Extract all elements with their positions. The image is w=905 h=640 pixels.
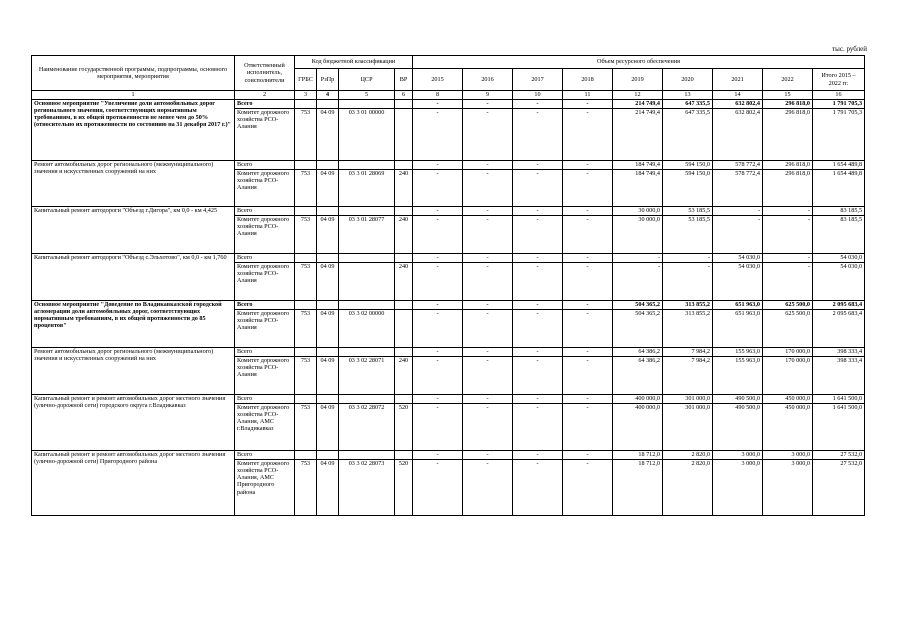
value-cell: 155 963,0: [713, 348, 763, 357]
row-csr: [339, 263, 395, 301]
row-grbs: 753: [295, 170, 317, 207]
row-rzpr: 04 09: [317, 357, 339, 395]
value-cell: -: [513, 109, 563, 161]
value-cell: 64 386,2: [613, 357, 663, 395]
value-cell: 301 000,0: [663, 404, 713, 451]
value-cell: 296 818,0: [763, 109, 813, 161]
value-cell: 3 000,0: [713, 451, 763, 460]
header-name: Наименование государственной программы, подпрограммы, основного мероприятия, мероприятия: [32, 56, 235, 91]
value-cell: -: [513, 460, 563, 516]
row-vr: 520: [395, 404, 413, 451]
value-cell: 625 500,0: [763, 301, 813, 310]
row-name-text: Капитальный ремонт и ремонт автомобильных дорог местного значения (улично-дорожной сети) Пригородного района: [34, 451, 226, 466]
value-cell: 83 185,5: [813, 216, 865, 254]
value-cell: 30 000,0: [613, 216, 663, 254]
value-cell: 1 791 705,3: [813, 100, 865, 109]
row-name-text: Ремонт автомобильных дорог регионального (межмуниципального) значения и искусственных сооружений на них: [34, 348, 214, 363]
row-name: [32, 161, 235, 207]
row-grbs: 753: [295, 216, 317, 254]
value-cell: 27 532,0: [813, 451, 865, 460]
value-cell: -: [413, 310, 463, 348]
row-name: [32, 395, 235, 451]
row-name-text: Капитальный ремонт автодороги "Объезд с.Эльхотово", км 0,0 - км 1,760: [34, 254, 227, 261]
value-cell: 296 818,0: [763, 100, 813, 109]
row-name-text: Основное мероприятие "Доведение по Владикавказской городской агломерации доли автомобильных дорог, соответствующих нормативным требованиям, в их общей протяженности до 85 процентов": [34, 301, 222, 330]
value-cell: -: [563, 254, 613, 263]
value-cell: 1 641 500,0: [813, 395, 865, 404]
row-csr: 03 3 02 28072: [339, 404, 395, 451]
value-cell: -: [413, 460, 463, 516]
row-grbs: 753: [295, 404, 317, 451]
row-total-label: Всего: [235, 348, 295, 357]
value-cell: -: [413, 395, 463, 404]
value-cell: 2 095 683,4: [813, 301, 865, 310]
value-cell: -: [463, 460, 513, 516]
row-name: [32, 100, 235, 161]
value-cell: -: [613, 254, 663, 263]
row-responsible-text: Комитет дорожного хозяйства РСО-Алания: [237, 310, 290, 332]
value-cell: -: [513, 170, 563, 207]
header-year: 2021: [713, 69, 763, 91]
header-responsible: Ответственный исполнитель, соисполнители: [235, 56, 295, 91]
value-cell: 1 654 489,8: [813, 161, 865, 170]
value-cell: -: [513, 395, 563, 404]
value-cell: 504 365,2: [613, 310, 663, 348]
row-csr: 03 3 01 28069: [339, 170, 395, 207]
index-cell: 5: [339, 91, 395, 100]
row-responsible-text: Комитет дорожного хозяйства РСО-Алания: [237, 170, 290, 192]
index-cell: 9: [463, 91, 513, 100]
value-cell: -: [413, 161, 463, 170]
index-cell: 13: [663, 91, 713, 100]
value-cell: 594 150,0: [663, 161, 713, 170]
value-cell: -: [463, 170, 513, 207]
value-cell: -: [463, 207, 513, 216]
value-cell: 578 772,4: [713, 161, 763, 170]
value-cell: 632 802,4: [713, 100, 763, 109]
row-rzpr: 04 09: [317, 263, 339, 301]
value-cell: 450 000,0: [763, 395, 813, 404]
index-cell: 2: [235, 91, 295, 100]
value-cell: 647 335,5: [663, 109, 713, 161]
row-vr: 520: [395, 460, 413, 516]
row-name: [32, 348, 235, 395]
value-cell: -: [513, 100, 563, 109]
table-row: [32, 451, 865, 460]
value-cell: 651 963,0: [713, 301, 763, 310]
value-cell: 170 000,0: [763, 357, 813, 395]
header-code-group: Код бюджетной классификации: [295, 56, 413, 69]
value-cell: 398 333,4: [813, 357, 865, 395]
value-cell: 594 150,0: [663, 170, 713, 207]
value-cell: -: [563, 460, 613, 516]
header-vr: ВР: [395, 69, 413, 91]
value-cell: -: [413, 216, 463, 254]
row-grbs: 753: [295, 460, 317, 516]
row-responsible-text: Комитет дорожного хозяйства РСО-Алания: [237, 109, 290, 131]
row-responsible-text: Комитет дорожного хозяйства РСО-Алания, АМС Пригородного района: [237, 460, 290, 496]
value-cell: -: [563, 207, 613, 216]
value-cell: 647 335,5: [663, 100, 713, 109]
value-cell: 54 030,0: [713, 254, 763, 263]
resource-table: [31, 55, 865, 516]
value-cell: -: [513, 254, 563, 263]
index-row: [32, 91, 865, 100]
value-cell: -: [563, 348, 613, 357]
value-cell: 54 030,0: [713, 263, 763, 301]
value-cell: -: [513, 357, 563, 395]
header-volume-group: Объем ресурсного обеспечения: [413, 56, 865, 69]
row-csr: 03 3 02 28073: [339, 460, 395, 516]
row-total-label: Всего: [235, 395, 295, 404]
row-responsible: [235, 357, 295, 395]
row-name: [32, 451, 235, 516]
value-cell: -: [663, 254, 713, 263]
value-cell: 296 818,0: [763, 161, 813, 170]
value-cell: 155 963,0: [713, 357, 763, 395]
row-responsible: [235, 460, 295, 516]
value-cell: -: [513, 207, 563, 216]
value-cell: -: [513, 301, 563, 310]
row-name-text: Капитальный ремонт автодороги "Объезд г.Дигора", км 0,0 - км 4,425: [34, 207, 218, 214]
value-cell: 214 749,4: [613, 100, 663, 109]
header-year: 2022: [763, 69, 813, 91]
value-cell: -: [463, 109, 513, 161]
value-cell: 18 712,0: [613, 460, 663, 516]
row-responsible: [235, 216, 295, 254]
row-grbs: 753: [295, 263, 317, 301]
row-vr: [395, 109, 413, 161]
value-cell: 504 365,2: [613, 301, 663, 310]
value-cell: -: [413, 100, 463, 109]
row-rzpr: 04 09: [317, 109, 339, 161]
value-cell: -: [413, 254, 463, 263]
value-cell: 64 386,2: [613, 348, 663, 357]
index-cell: 8: [413, 91, 463, 100]
row-rzpr: 04 09: [317, 460, 339, 516]
row-rzpr: 04 09: [317, 170, 339, 207]
value-cell: -: [463, 254, 513, 263]
value-cell: -: [563, 100, 613, 109]
value-cell: 625 500,0: [763, 310, 813, 348]
header-year: 2015: [413, 69, 463, 91]
header-rzpr: РзПр: [317, 69, 339, 91]
row-csr: 03 3 02 28071: [339, 357, 395, 395]
value-cell: 296 818,0: [763, 170, 813, 207]
value-cell: 7 984,2: [663, 357, 713, 395]
row-rzpr: 04 09: [317, 216, 339, 254]
value-cell: -: [763, 254, 813, 263]
value-cell: 184 749,4: [613, 161, 663, 170]
index-cell: 1: [32, 91, 235, 100]
row-vr: 240: [395, 170, 413, 207]
value-cell: -: [563, 301, 613, 310]
value-cell: -: [563, 395, 613, 404]
row-total-label: Всего: [235, 451, 295, 460]
header-grbs: ГРБС: [295, 69, 317, 91]
row-total-label: Всего: [235, 207, 295, 216]
value-cell: -: [563, 451, 613, 460]
row-responsible-text: Комитет дорожного хозяйства РСО-Алания: [237, 216, 290, 238]
row-total-label: Всего: [235, 100, 295, 109]
value-cell: 490 500,0: [713, 404, 763, 451]
header-total: Итого 2015 – 2022 гг.: [813, 69, 865, 91]
row-vr: 240: [395, 263, 413, 301]
value-cell: 490 500,0: [713, 395, 763, 404]
value-cell: -: [413, 263, 463, 301]
value-cell: -: [413, 109, 463, 161]
value-cell: -: [513, 310, 563, 348]
value-cell: -: [463, 310, 513, 348]
value-cell: 651 963,0: [713, 310, 763, 348]
index-cell: 3: [295, 91, 317, 100]
value-cell: 398 333,4: [813, 348, 865, 357]
value-cell: -: [413, 170, 463, 207]
header-year: 2020: [663, 69, 713, 91]
row-name: [32, 301, 235, 348]
row-rzpr: 04 09: [317, 404, 339, 451]
value-cell: 27 532,0: [813, 460, 865, 516]
value-cell: -: [463, 161, 513, 170]
row-grbs: 753: [295, 357, 317, 395]
row-grbs: 753: [295, 109, 317, 161]
value-cell: -: [663, 263, 713, 301]
row-vr: 240: [395, 216, 413, 254]
index-cell: 12: [613, 91, 663, 100]
value-cell: 301 000,0: [663, 395, 713, 404]
value-cell: -: [513, 348, 563, 357]
value-cell: -: [463, 395, 513, 404]
row-responsible: [235, 310, 295, 348]
value-cell: -: [463, 451, 513, 460]
value-cell: 2 820,0: [663, 451, 713, 460]
value-cell: -: [563, 310, 613, 348]
value-cell: -: [413, 301, 463, 310]
row-total-label: Всего: [235, 254, 295, 263]
row-name: [32, 254, 235, 301]
row-responsible: [235, 263, 295, 301]
header-year: 2017: [513, 69, 563, 91]
value-cell: 400 000,0: [613, 404, 663, 451]
value-cell: 53 185,5: [663, 207, 713, 216]
value-cell: 3 000,0: [763, 451, 813, 460]
row-name-text: Ремонт автомобильных дорог регионального (межмуниципального) значения и искусственных сооружений на них: [34, 161, 214, 176]
value-cell: -: [463, 100, 513, 109]
value-cell: -: [463, 357, 513, 395]
value-cell: 1 641 500,0: [813, 404, 865, 451]
table-row: [32, 395, 865, 404]
index-cell: 10: [513, 91, 563, 100]
value-cell: -: [463, 404, 513, 451]
value-cell: -: [463, 263, 513, 301]
row-rzpr: 04 09: [317, 310, 339, 348]
header-year: 2016: [463, 69, 513, 91]
value-cell: -: [763, 216, 813, 254]
value-cell: 53 185,5: [663, 216, 713, 254]
value-cell: -: [563, 263, 613, 301]
value-cell: -: [413, 404, 463, 451]
value-cell: 54 030,0: [813, 263, 865, 301]
row-name-text: Капитальный ремонт и ремонт автомобильных дорог местного значения (улично-дорожной сети) городского округа г.Владикавказ: [34, 395, 226, 410]
value-cell: 578 772,4: [713, 170, 763, 207]
value-cell: 83 185,5: [813, 207, 865, 216]
row-responsible-text: Комитет дорожного хозяйства РСО-Алания: [237, 263, 290, 285]
table-row: [32, 100, 865, 109]
index-cell: 11: [563, 91, 613, 100]
row-responsible-text: Комитет дорожного хозяйства РСО-Алания: [237, 357, 290, 379]
value-cell: -: [763, 263, 813, 301]
value-cell: 632 802,4: [713, 109, 763, 161]
value-cell: 313 855,2: [663, 301, 713, 310]
value-cell: 1 791 705,3: [813, 109, 865, 161]
index-cell: 4: [317, 91, 339, 100]
table-row: [32, 348, 865, 357]
value-cell: -: [413, 207, 463, 216]
value-cell: -: [463, 348, 513, 357]
row-name: [32, 207, 235, 254]
value-cell: -: [763, 207, 813, 216]
value-cell: -: [513, 404, 563, 451]
value-cell: -: [513, 161, 563, 170]
value-cell: -: [413, 357, 463, 395]
value-cell: -: [713, 216, 763, 254]
value-cell: 1 654 489,8: [813, 170, 865, 207]
row-responsible: [235, 404, 295, 451]
value-cell: 7 984,2: [663, 348, 713, 357]
value-cell: -: [563, 109, 613, 161]
value-cell: -: [563, 161, 613, 170]
row-total-label: Всего: [235, 301, 295, 310]
value-cell: -: [513, 263, 563, 301]
row-csr: 03 3 02 00000: [339, 310, 395, 348]
value-cell: -: [513, 216, 563, 254]
row-vr: [395, 310, 413, 348]
value-cell: 313 855,2: [663, 310, 713, 348]
value-cell: -: [713, 207, 763, 216]
row-csr: 03 3 01 00000: [339, 109, 395, 161]
value-cell: -: [563, 404, 613, 451]
value-cell: -: [413, 348, 463, 357]
table-row: [32, 254, 865, 263]
row-responsible: [235, 170, 295, 207]
table-row: [32, 207, 865, 216]
index-cell: 14: [713, 91, 763, 100]
index-cell: 16: [813, 91, 865, 100]
value-cell: -: [563, 170, 613, 207]
row-vr: 240: [395, 357, 413, 395]
value-cell: -: [563, 357, 613, 395]
value-cell: 214 749,4: [613, 109, 663, 161]
table-row: [32, 301, 865, 310]
row-csr: 03 3 01 28077: [339, 216, 395, 254]
value-cell: -: [613, 263, 663, 301]
table-body: [32, 100, 865, 516]
value-cell: 3 000,0: [763, 460, 813, 516]
value-cell: 18 712,0: [613, 451, 663, 460]
value-cell: -: [513, 451, 563, 460]
value-cell: 400 000,0: [613, 395, 663, 404]
header-year: 2019: [613, 69, 663, 91]
value-cell: 2 820,0: [663, 460, 713, 516]
row-grbs: 753: [295, 310, 317, 348]
value-cell: 54 030,0: [813, 254, 865, 263]
header-year: 2018: [563, 69, 613, 91]
value-cell: -: [563, 216, 613, 254]
table-row: [32, 161, 865, 170]
header-csr: ЦСР: [339, 69, 395, 91]
row-responsible-text: Комитет дорожного хозяйства РСО-Алания, АМС г.Владикавказ: [237, 404, 290, 433]
row-responsible: [235, 109, 295, 161]
value-cell: 2 095 683,4: [813, 310, 865, 348]
row-name-text: Основное мероприятие "Увеличение доли автомобильных дорог регионального значения, соответствующих нормативным требованиям, в их общей протяженности не менее чем до 50% (относительно их протяженности по состоянию на 31 декабря 2017 г.)": [34, 100, 231, 129]
value-cell: -: [463, 301, 513, 310]
unit-label: тыс. рублей: [832, 45, 867, 53]
value-cell: 3 000,0: [713, 460, 763, 516]
value-cell: 450 000,0: [763, 404, 813, 451]
value-cell: 170 000,0: [763, 348, 813, 357]
value-cell: 30 000,0: [613, 207, 663, 216]
index-cell: 6: [395, 91, 413, 100]
value-cell: 184 749,4: [613, 170, 663, 207]
row-total-label: Всего: [235, 161, 295, 170]
value-cell: -: [413, 451, 463, 460]
index-cell: 15: [763, 91, 813, 100]
value-cell: -: [463, 216, 513, 254]
